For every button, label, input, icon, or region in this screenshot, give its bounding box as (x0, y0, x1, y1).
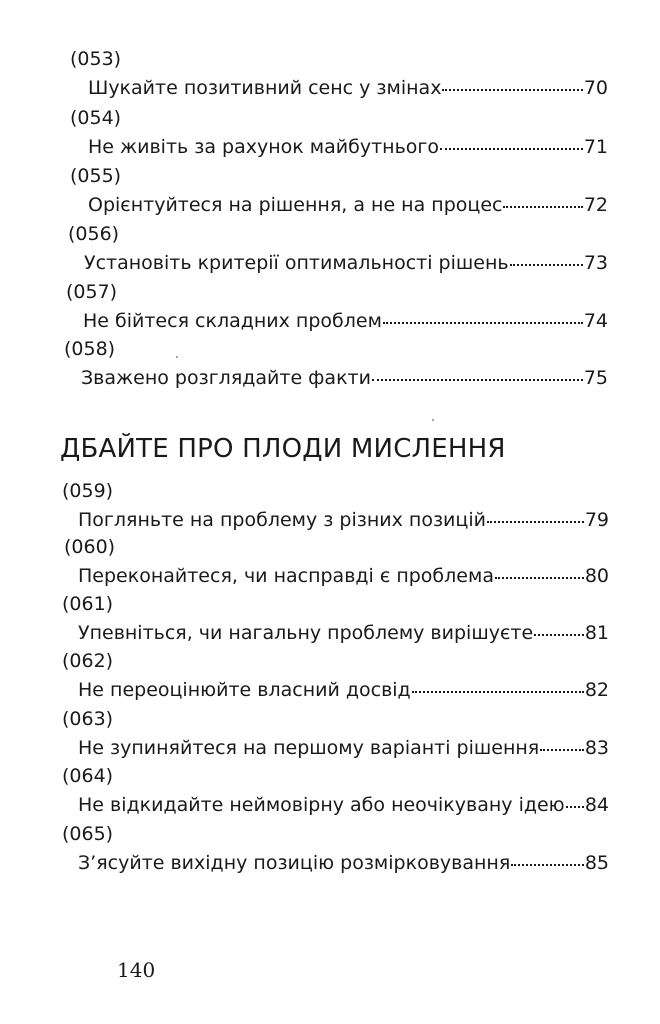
entry-line (78, 678, 609, 702)
print-speck (176, 356, 178, 358)
entry-title: Установіть критерії оптимальності рішень (84, 252, 509, 274)
entry-title: Упевніться, чи нагальну проблему вирішуєте (78, 622, 534, 644)
toc-entry (68, 223, 608, 275)
dot-leader (412, 691, 584, 693)
toc-entry (70, 107, 608, 159)
entry-title: Не живіть за рахунок майбутнього (88, 136, 440, 158)
entry-number: (060) (64, 536, 116, 558)
toc-entry (66, 281, 608, 333)
dot-leader (503, 206, 582, 208)
dot-leader (511, 864, 584, 866)
entry-number: (065) (62, 823, 114, 845)
entry-page: 82 (584, 679, 609, 701)
dot-leader (372, 379, 583, 381)
entry-number: (059) (62, 480, 114, 502)
entry-line (88, 193, 608, 217)
entry-line (88, 76, 608, 100)
entry-line (78, 736, 609, 760)
print-speck (432, 419, 434, 421)
entry-number: (063) (62, 708, 114, 730)
entry-line (88, 135, 608, 159)
toc-entry (64, 536, 609, 588)
entry-number: (056) (68, 223, 120, 245)
entry-number: (054) (70, 107, 122, 129)
toc-entry (62, 650, 609, 702)
dot-leader (495, 577, 584, 579)
entry-number: (053) (70, 48, 122, 70)
entry-page: 83 (584, 737, 609, 759)
entry-page: 79 (584, 509, 609, 531)
entry-title: Зважено розглядайте факти (81, 367, 371, 389)
entry-line (83, 309, 608, 333)
entry-line (78, 793, 609, 817)
toc-entry (62, 708, 609, 760)
entry-number: (064) (62, 765, 114, 787)
toc-entry (64, 338, 608, 390)
dot-leader (383, 322, 583, 324)
entry-number: (061) (62, 593, 114, 615)
dot-leader (510, 264, 583, 266)
entry-page: 81 (584, 622, 609, 644)
page-number: 140 (117, 958, 156, 982)
toc-entry (62, 823, 609, 875)
entry-line (78, 851, 609, 875)
entry-page: 70 (583, 77, 608, 99)
toc-entry (70, 165, 608, 217)
entry-line (78, 508, 609, 532)
entry-line (81, 366, 608, 390)
entry-page: 80 (584, 565, 609, 587)
entry-title: Не бійтеся складних проблем (83, 310, 382, 332)
toc-entry (62, 765, 609, 817)
dot-leader (540, 749, 584, 751)
dot-leader (442, 89, 582, 91)
entry-number: (055) (70, 165, 122, 187)
entry-line (78, 564, 609, 588)
entry-number: (058) (64, 338, 116, 360)
entry-title: З’ясуйте вихідну позицію розмірковування (78, 852, 511, 874)
toc-entry (70, 48, 608, 100)
entry-title: Не переоцінюйте власний досвід (78, 679, 411, 701)
dot-leader (487, 521, 584, 523)
entry-title: Не зупиняйтеся на першому варіанті рішення (78, 737, 540, 759)
entry-title: Погляньте на проблему з різних позицій (78, 509, 486, 531)
entry-number: (062) (62, 650, 114, 672)
toc-entry (62, 480, 609, 532)
entry-page: 73 (583, 252, 608, 274)
entry-number: (057) (66, 281, 118, 303)
entry-page: 71 (583, 136, 608, 158)
entry-page: 84 (584, 794, 609, 816)
entry-title: Переконайтеся, чи насправді є проблема (78, 565, 494, 587)
entry-page: 75 (583, 367, 608, 389)
entry-line (78, 621, 609, 645)
entry-page: 85 (584, 852, 609, 874)
section-heading: ДБАЙТЕ ПРО ПЛОДИ МИСЛЕННЯ (60, 434, 506, 464)
entry-page: 74 (583, 310, 608, 332)
entry-title: Не відкидайте неймовірну або неочікувану ідею (78, 794, 565, 816)
entry-page: 72 (583, 194, 608, 216)
entry-title: Орієнтуйтеся на рішення, а не на процес (88, 194, 503, 216)
dot-leader (534, 634, 584, 636)
entry-line (84, 251, 608, 275)
dot-leader (566, 806, 584, 808)
entry-title: Шукайте позитивний сенс у змінах (88, 77, 442, 99)
toc-entry (62, 593, 609, 645)
dot-leader (440, 148, 583, 150)
